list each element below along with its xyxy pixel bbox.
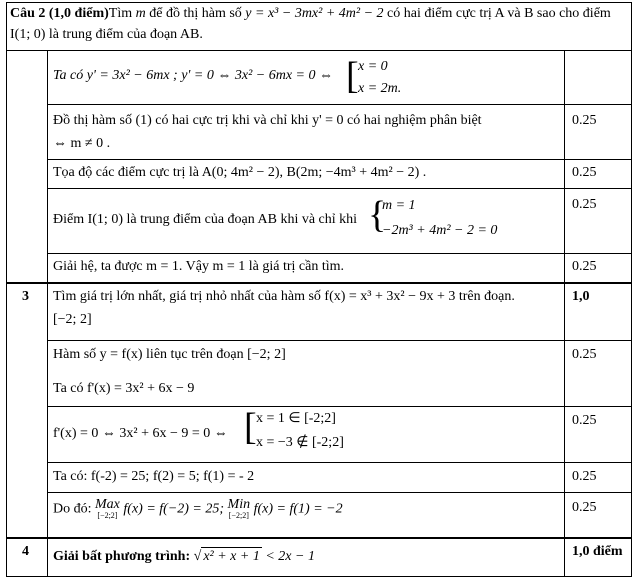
- row0-case1: x = 0: [358, 59, 388, 74]
- answer-table: [6, 2, 632, 577]
- q3-r2-brace: [: [244, 406, 257, 448]
- q3-points: 1,0: [572, 289, 590, 304]
- row2-score: 0.25: [572, 165, 597, 180]
- row1-line1: Đồ thị hàm số (1) có hai cực trị khi và chỉ khi y' = 0 có hai nghiệm phân biệt: [53, 113, 482, 128]
- min-sub: [−2;2]: [228, 511, 249, 520]
- q4-text: Giải bất phương trình: √ x² + x + 1 < 2x − 1: [53, 549, 315, 564]
- q3-r2-case1: x = 1 ∈ [-2;2]: [256, 411, 336, 426]
- row3-brace: {: [368, 194, 387, 236]
- q3-r1-score: 0.25: [572, 347, 597, 362]
- divider-row3: [47, 253, 632, 254]
- divider-before-q4: [6, 537, 632, 539]
- col-line-left: [47, 50, 48, 283]
- row0-case2: x = 2m.: [358, 81, 402, 96]
- q3-r3-score: 0.25: [572, 469, 597, 484]
- divider-row0: [47, 104, 632, 105]
- cau2-text-3: có hai điểm cực trị A và B sao cho điểm: [387, 6, 611, 21]
- row0-text: [53, 67, 333, 85]
- divider-before-q3: [6, 282, 632, 284]
- row1-score: 0.25: [572, 113, 597, 128]
- divider-row1: [47, 159, 632, 160]
- divider-q3-2: [47, 462, 632, 463]
- row3-text: Điểm I(1; 0) là trung điểm của đoạn AB khi và chỉ khi: [53, 212, 358, 227]
- q4-points: 1,0 điểm: [572, 544, 623, 559]
- max-sub: [−2;2]: [97, 511, 118, 520]
- row3-case1: m = 1: [382, 198, 416, 213]
- table-border-left: [6, 2, 7, 577]
- cau2-label: Câu 2 (1,0 điểm): [10, 6, 109, 21]
- q3-r4-score: 0.25: [572, 500, 597, 515]
- divider-q3-1: [47, 406, 632, 407]
- min-label: Min: [227, 497, 251, 512]
- row0-brace: [: [346, 55, 359, 97]
- q3-r4-prefix: Do đó:: [53, 501, 92, 517]
- row0-left: Ta có y' = 3x² − 6mx ; y' = 0 ⇔ 3x² − 6mx = 0 ⇔: [53, 68, 333, 83]
- q3-r2-score: 0.25: [572, 413, 597, 428]
- q3-r1-line2: Ta có f'(x) = 3x² + 6x − 9: [53, 381, 195, 396]
- q3-text1: Tìm giá trị lớn nhất, giá trị nhỏ nhất của hàm số f(x) = x³ + 3x² − 9x + 3 trên đoạn.: [53, 289, 515, 304]
- divider-q3-3: [47, 492, 632, 493]
- row3-case2: −2m³ + 4m² − 2 = 0: [382, 223, 498, 238]
- row4-score: 0.25: [572, 259, 597, 274]
- q3-r3-text: Ta có: f(-2) = 25; f(2) = 5; f(1) = - 2: [53, 469, 255, 484]
- row1-line2: ⇔ m ≠ 0 .: [53, 136, 111, 151]
- q3-r4-end: f(x) = f(1) = −2: [253, 501, 343, 517]
- q3-r4-mid: f(x) = f(−2) = 25;: [123, 501, 225, 517]
- cau2-text-1: Tìm: [108, 6, 133, 21]
- max-label: Max: [95, 497, 120, 512]
- q3-r4-min: [228, 499, 251, 520]
- q3-r2-left: f'(x) = 0 ⇔ 3x² + 6x − 9 = 0 ⇔: [53, 426, 228, 441]
- col-line-score: [564, 50, 565, 577]
- col-line-left-q3: [47, 283, 48, 577]
- cau2-line1: Câu 2 (1,0 điểm)Tìm m để đồ thị hàm số y = x³ − 3mx² + 4m² − 2 có hai điểm cực trị A và B sao cho điểm: [10, 6, 611, 21]
- divider-q3-0: [47, 340, 632, 341]
- q4-rhs: < 2x − 1: [265, 549, 315, 564]
- q4-label: Giải bất phương trình:: [53, 549, 191, 564]
- q3-r1-line1: Hàm số y = f(x) liên tục trên đoạn [−2; 2]: [53, 347, 286, 362]
- cau2-text-2: để đồ thị hàm số: [149, 6, 242, 21]
- table-border-right: [631, 2, 632, 577]
- row4-text: Giải hệ, ta được m = 1. Vậy m = 1 là giá trị cần tìm.: [53, 259, 345, 274]
- q4-number: 4: [22, 544, 29, 559]
- divider-row2: [47, 188, 632, 189]
- table-border-top: [6, 2, 632, 3]
- q4-radicand: x² + x + 1: [203, 549, 260, 564]
- cau2-line2: I(1; 0) là trung điểm của đoạn AB.: [10, 27, 203, 42]
- divider-after-header: [6, 50, 632, 51]
- q3-r2-case2: x = −3 ∉ [-2;2]: [256, 435, 344, 450]
- cau2-function: y = x³ − 3mx² + 4m² − 2: [245, 6, 384, 21]
- row3-score: 0.25: [572, 197, 597, 212]
- q3-text2: [−2; 2]: [53, 312, 92, 327]
- q3-r4-max: [95, 499, 120, 520]
- table-border-bottom: [6, 576, 632, 577]
- q3-number: 3: [22, 289, 29, 304]
- q3-r4-text: [53, 499, 343, 520]
- row2-text: Tọa độ các điểm cực trị là A(0; 4m² − 2), B(2m; −4m³ + 4m² − 2) .: [53, 165, 427, 180]
